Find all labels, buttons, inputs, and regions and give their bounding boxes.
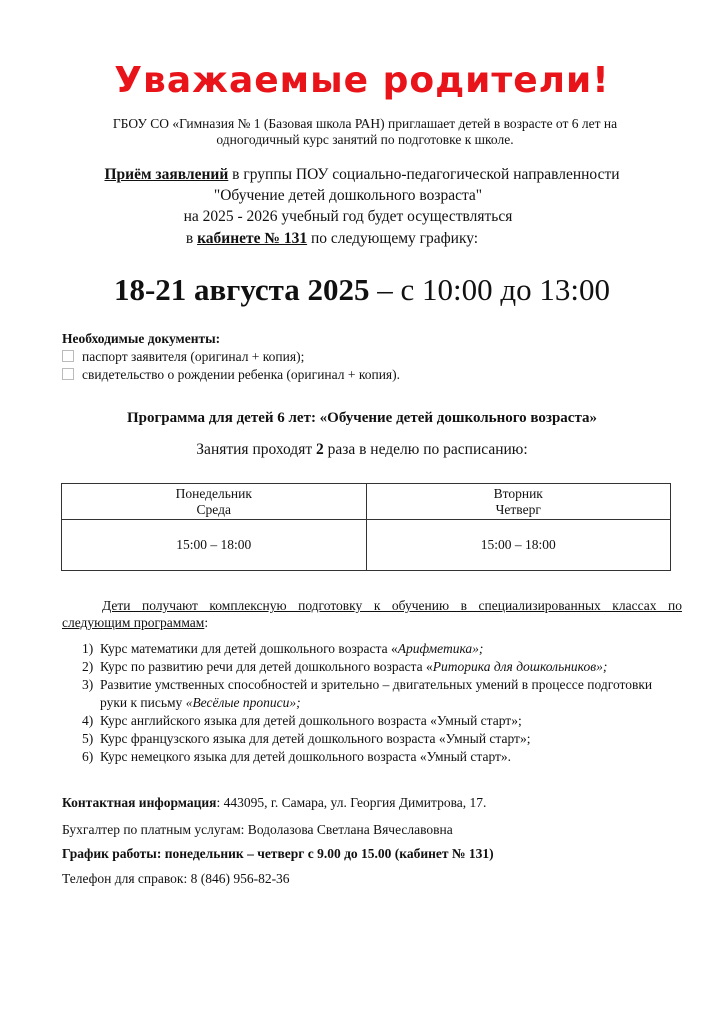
applications-line-4-post: по следующему графику: bbox=[307, 230, 479, 247]
timetable-time-col-2: 15:00 – 18:00 bbox=[366, 520, 671, 571]
sessions-count: 2 bbox=[315, 441, 324, 458]
list-item: паспорт заявителя (оригинал + копия); bbox=[62, 348, 400, 366]
contact-info-label: Контактная информация bbox=[62, 795, 217, 810]
timetable-days-col-1: Понедельник Среда bbox=[62, 484, 367, 520]
page-title: Уважаемые родители! bbox=[114, 60, 610, 101]
checkbox-bullet-icon bbox=[62, 350, 74, 362]
applications-line-4 bbox=[0, 230, 694, 248]
schedule-line: Занятия проходят 2 раза в неделю по расписанию: bbox=[196, 441, 528, 458]
preparation-paragraph: Дети получают комплексную подготовку к обучению в специализированных классах по следующим программам: bbox=[62, 598, 682, 630]
applications-line-4-pre: в bbox=[185, 230, 198, 247]
list-item: 4) Курс английского языка для детей дошкольного возраста «Умный старт»; bbox=[82, 713, 522, 728]
intro-text bbox=[80, 116, 650, 148]
applications-label: Приём заявлений bbox=[104, 166, 229, 183]
applications-line-3: на 2025 - 2026 учебный год будет осуществляться bbox=[183, 208, 513, 225]
program-title: Программа для детей 6 лет: «Обучение детей дошкольного возраста» bbox=[126, 410, 598, 426]
applications-line-1-text: в группы ПОУ социально-педагогической направленности bbox=[228, 166, 620, 183]
contact-info bbox=[62, 795, 486, 811]
list-item: 2) Курс по развитию речи для детей дошкольного возраста «Риторика для дошкольников»; bbox=[82, 659, 608, 674]
timetable-days-col-2: Вторник Четверг bbox=[366, 484, 671, 520]
intro-line-2: одногодичный курс занятий по подготовке к школе. bbox=[216, 132, 514, 147]
phone-info: Телефон для справок: 8 (846) 956-82-36 bbox=[62, 871, 290, 886]
checkbox-bullet-icon bbox=[62, 368, 74, 380]
intro-line-1: ГБОУ СО «Гимназия № 1 (Базовая школа РАН) приглашает детей в возрасте от 6 лет на bbox=[112, 116, 618, 131]
list-item: свидетельство о рождении ребенка (оригинал + копия). bbox=[62, 366, 400, 384]
documents-heading: Необходимые документы: bbox=[62, 331, 221, 346]
contact-address: : 443095, г. Самара, ул. Георгия Димитрова, 17. bbox=[216, 795, 487, 810]
timetable bbox=[61, 483, 671, 571]
admission-dates bbox=[0, 272, 724, 308]
applications-line-1 bbox=[0, 166, 724, 184]
courses-list bbox=[62, 640, 672, 766]
admission-dates-bold: 18-21 августа 2025 bbox=[113, 272, 370, 307]
admission-dates-time: – с 10:00 до 13:00 bbox=[369, 272, 611, 307]
list-item: 5) Курс французского языка для детей дошкольного возраста «Умный старт»; bbox=[82, 731, 531, 746]
office-number: кабинете № 131 bbox=[197, 230, 308, 247]
documents-section bbox=[62, 330, 400, 384]
work-hours: График работы: понедельник – четверг с 9.00 до 15.00 (кабинет № 131) bbox=[62, 846, 494, 861]
timetable-time-col-1: 15:00 – 18:00 bbox=[62, 520, 367, 571]
list-item: 1) Курс математики для детей дошкольного возраста «Арифметика»; bbox=[82, 641, 484, 656]
accountant-info: Бухгалтер по платным услугам: Водолазова Светлана Вячеславовна bbox=[62, 822, 453, 837]
list-item: 6) Курс немецкого языка для детей дошкольного возраста «Умный старт». bbox=[82, 749, 512, 764]
applications-line-2: "Обучение детей дошкольного возраста" bbox=[213, 187, 483, 204]
list-item: 3) Развитие умственных способностей и зрительно – двигательных умений в процессе подготовки руки к письму «Весёлые прописи»; bbox=[82, 677, 653, 710]
